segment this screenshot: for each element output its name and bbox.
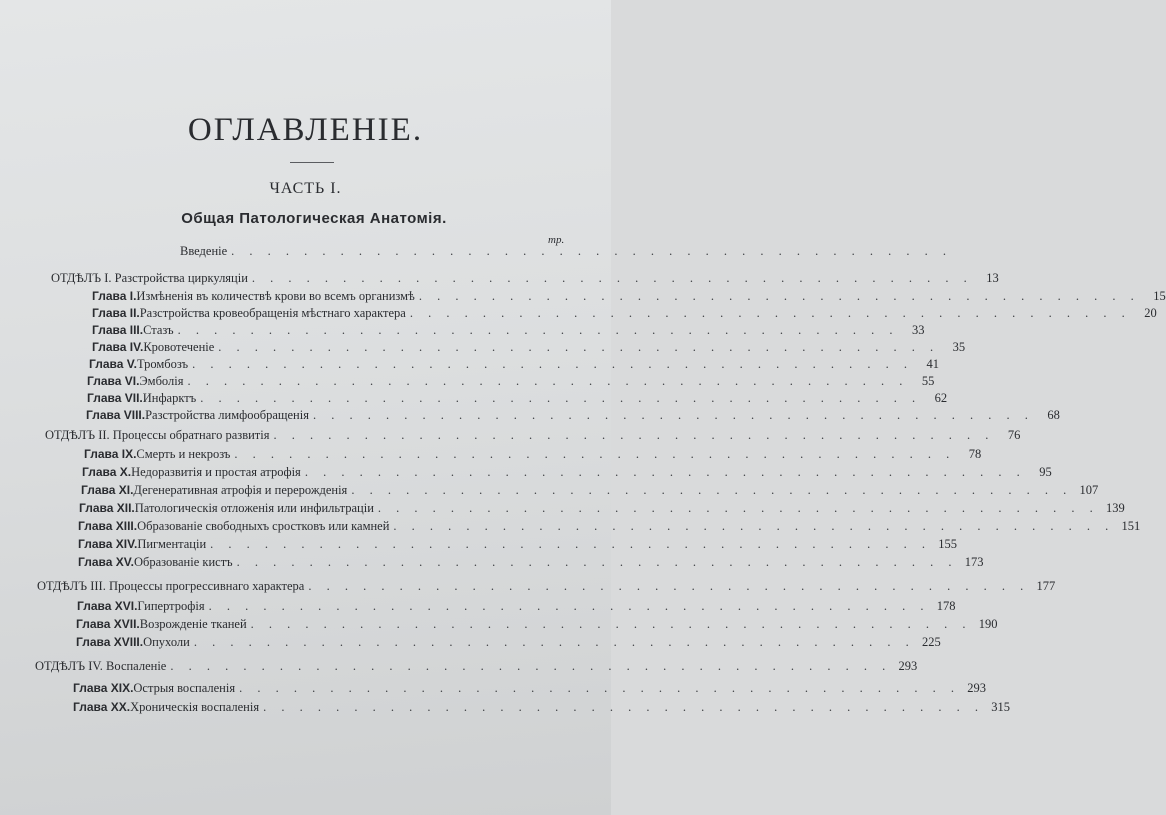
toc-chapter-label: Глава VIII. bbox=[86, 408, 146, 422]
toc-page-number: 13 bbox=[986, 271, 999, 285]
leader-dots: . . . . . . . . . . . . . . . . . . . . . . . . . . . . . . . . . . . . . . . . bbox=[231, 244, 953, 258]
toc-chapter-title: Разстройства кровеобращенія мѣстнаго характера bbox=[139, 306, 406, 320]
toc-chapter-row bbox=[82, 465, 1052, 481]
toc-page-number: 20 bbox=[1144, 306, 1157, 320]
toc-chapter-row bbox=[73, 681, 986, 697]
toc-chapter-title: Дегенеративная атрофія и перерожденія bbox=[133, 483, 348, 497]
toc-chapter-row bbox=[92, 323, 925, 339]
toc-chapter-label: Глава XV. bbox=[78, 555, 134, 569]
toc-chapter-row bbox=[86, 408, 1060, 424]
page-title: ОГЛАВЛЕНІЕ. bbox=[187, 112, 424, 148]
toc-chapter-title: Образованіе свободныхъ сростковъ или камней bbox=[137, 519, 390, 533]
toc-page-number: 155 bbox=[938, 537, 958, 551]
toc-chapter-row bbox=[79, 501, 1125, 517]
leader-dots: . . . . . . . . . . . . . . . . . . . . . . . . . . . . . . . . . . . . . . . . bbox=[177, 323, 899, 337]
toc-chapter-row bbox=[92, 306, 1157, 322]
leader-dots: . . . . . . . . . . . . . . . . . . . . . . . . . . . . . . . . . . . . . . . . bbox=[192, 357, 913, 371]
toc-section-row bbox=[35, 659, 918, 675]
leader-dots: . . . . . . . . . . . . . . . . . . . . . . . . . . . . . . . . . . . . . . . . bbox=[193, 635, 915, 649]
leader-dots: . . . . . . . . . . . . . . . . . . . . . . . . . . . . . . . . . . . . . . . . bbox=[239, 681, 960, 695]
toc-chapter-label: Глава XI. bbox=[81, 483, 134, 497]
toc-page-number: 293 bbox=[898, 659, 918, 673]
toc-chapter-row bbox=[78, 537, 958, 553]
toc-page-number: 33 bbox=[911, 323, 925, 337]
toc-chapter-title: Пигментаціи bbox=[137, 537, 207, 551]
leader-dots: . . . . . . . . . . . . . . . . . . . . . . . . . . . . . . . . . . . . . . . . bbox=[218, 340, 940, 354]
toc-page-number: 178 bbox=[936, 599, 956, 613]
toc-chapter-label: Глава XX. bbox=[73, 700, 131, 714]
toc-page-number: 15 bbox=[1153, 289, 1166, 303]
toc-chapter-row bbox=[84, 447, 982, 463]
part-heading: ЧАСТЬ I. bbox=[269, 180, 342, 197]
leader-dots: . . . . . . . . . . . . . . . . . . . . . . . . . . . . . . . . . . . . . . . . bbox=[273, 428, 995, 442]
toc-chapter-title: Патологическія отложенія или инфильтраціи bbox=[134, 501, 374, 515]
leader-dots: . . . . . . . . . . . . . . . . . . . . . . . . . . . . . . . . . . . . . . . . bbox=[304, 465, 1026, 479]
toc-chapter-title: Гипертрофія bbox=[137, 599, 205, 613]
toc-chapter-row bbox=[87, 391, 948, 407]
toc-chapter-label: Глава IX. bbox=[84, 447, 137, 461]
page-column-header: тр. bbox=[548, 234, 565, 246]
toc-page-number: 95 bbox=[1039, 465, 1052, 479]
toc-chapter-row bbox=[87, 374, 935, 390]
toc-section-row bbox=[51, 271, 999, 287]
toc-chapter-row bbox=[76, 617, 998, 633]
toc-intro-text: Введеніе bbox=[180, 244, 228, 258]
leader-dots: . . . . . . . . . . . . . . . . . . . . . . . . . . . . . . . . . . . . . . . . bbox=[263, 700, 984, 714]
toc-page-number: 315 bbox=[991, 700, 1010, 714]
toc-chapter-title: Образованіе кистъ bbox=[133, 555, 233, 569]
toc-chapter-label: Глава XII. bbox=[79, 501, 135, 515]
toc-page-number: 151 bbox=[1121, 519, 1141, 533]
leader-dots: . . . . . . . . . . . . . . . . . . . . . . . . . . . . . . . . . . . . . . . . bbox=[393, 519, 1115, 533]
toc-page-number: 76 bbox=[1007, 428, 1021, 442]
toc-page-number: 293 bbox=[967, 681, 986, 695]
toc-section-heading: ОТДѢЛЪ II. Процессы обратнаго развитія bbox=[45, 428, 270, 442]
leader-dots: . . . . . . . . . . . . . . . . . . . . . . . . . . . . . . . . . . . . . . . . bbox=[409, 306, 1131, 320]
toc-chapter-label: Глава III. bbox=[92, 323, 144, 337]
toc-chapter-title: Эмболія bbox=[139, 374, 184, 388]
toc-intro-row bbox=[180, 244, 953, 260]
leader-dots: . . . . . . . . . . . . . . . . . . . . . . . . . . . . . . . . . . . . . . . . bbox=[418, 289, 1140, 303]
toc-chapter-label: Глава XIII. bbox=[78, 519, 138, 533]
toc-chapter-row bbox=[77, 599, 956, 615]
leader-dots: . . . . . . . . . . . . . . . . . . . . . . . . . . . . . . . . . . . . . . . . bbox=[351, 483, 1073, 497]
toc-chapter-label: Глава XIX. bbox=[73, 681, 134, 695]
toc-chapter-row bbox=[89, 357, 939, 373]
leader-dots: . . . . . . . . . . . . . . . . . . . . . . . . . . . . . . . . . . . . . . . . bbox=[208, 599, 930, 613]
toc-chapter-title: Тромбозъ bbox=[136, 357, 189, 371]
toc-chapter-row bbox=[92, 289, 1166, 305]
toc-chapter-label: Глава V. bbox=[89, 357, 137, 371]
toc-chapter-label: Глава VII. bbox=[87, 391, 143, 405]
toc-chapter-label: Глава XVIII. bbox=[76, 635, 144, 649]
toc-chapter-title: Смерть и некрозъ bbox=[136, 447, 231, 461]
toc-page-number: 190 bbox=[978, 617, 998, 631]
leader-dots: . . . . . . . . . . . . . . . . . . . . . . . . . . . . . . . . . . . . . . . . bbox=[308, 579, 1030, 593]
toc-page-number: 62 bbox=[934, 391, 948, 405]
title-divider bbox=[290, 162, 334, 163]
toc-section-heading: ОТДѢЛЪ III. Процессы прогрессивнаго характера bbox=[37, 579, 305, 593]
toc-chapter-label: Глава VI. bbox=[87, 374, 140, 388]
toc-page-number: 35 bbox=[952, 340, 966, 354]
toc-chapter-row bbox=[78, 519, 1141, 535]
toc-page-number: 139 bbox=[1106, 501, 1125, 515]
toc-page-number: 41 bbox=[926, 357, 939, 371]
part-subtitle: Общая Патологическая Анатомія. bbox=[181, 210, 447, 227]
toc-chapter-title: Стазъ bbox=[143, 323, 174, 337]
toc-section-heading: ОТДѢЛЪ I. Разстройства циркуляціи bbox=[51, 271, 248, 285]
toc-page-number: 173 bbox=[964, 555, 984, 569]
toc-chapter-label: Глава II. bbox=[92, 306, 140, 320]
leader-dots: . . . . . . . . . . . . . . . . . . . . . . . . . . . . . . . . . . . . . . . . bbox=[187, 374, 909, 388]
toc-page-number: 68 bbox=[1047, 408, 1060, 422]
toc-chapter-label: Глава IV. bbox=[92, 340, 144, 354]
toc-chapter-row bbox=[81, 483, 1099, 499]
toc-chapter-title: Разстройства лимфообращенія bbox=[145, 408, 309, 422]
toc-chapter-label: Глава XVI. bbox=[77, 599, 138, 613]
toc-chapter-row bbox=[73, 700, 1010, 716]
leader-dots: . . . . . . . . . . . . . . . . . . . . . . . . . . . . . . . . . . . . . . . . bbox=[170, 659, 892, 673]
toc-chapter-label: Глава I. bbox=[92, 289, 137, 303]
toc-page-number: 78 bbox=[968, 447, 982, 461]
toc-chapter-title: Измѣненія въ количествѣ крови во всемъ организмѣ bbox=[136, 289, 415, 303]
leader-dots: . . . . . . . . . . . . . . . . . . . . . . . . . . . . . . . . . . . . . . . . bbox=[234, 447, 956, 461]
toc-chapter-title: Опухоли bbox=[143, 635, 190, 649]
toc-chapter-title: Кровотеченіе bbox=[143, 340, 215, 354]
toc-page-number: 177 bbox=[1036, 579, 1056, 593]
toc-page-number: 55 bbox=[921, 374, 935, 388]
toc-page-number: 225 bbox=[921, 635, 941, 649]
toc-chapter-title: Хроническія воспаленія bbox=[130, 700, 260, 714]
toc-chapter-title: Инфарктъ bbox=[142, 391, 197, 405]
toc-chapter-title: Острыя воспаленія bbox=[133, 681, 236, 695]
leader-dots: . . . . . . . . . . . . . . . . . . . . . . . . . . . . . . . . . . . . . . . . bbox=[251, 271, 973, 285]
toc-section-heading: ОТДѢЛЪ IV. Воспаленіе bbox=[35, 659, 167, 673]
leader-dots: . . . . . . . . . . . . . . . . . . . . . . . . . . . . . . . . . . . . . . . . bbox=[250, 617, 972, 631]
toc-chapter-row bbox=[92, 340, 966, 356]
toc-section-row bbox=[37, 579, 1056, 595]
toc-page-number: 107 bbox=[1079, 483, 1099, 497]
toc-chapter-row bbox=[78, 555, 984, 571]
toc-chapter-label: Глава X. bbox=[82, 465, 132, 479]
leader-dots: . . . . . . . . . . . . . . . . . . . . . . . . . . . . . . . . . . . . . . . . bbox=[200, 391, 922, 405]
toc-chapter-label: Глава XVII. bbox=[76, 617, 140, 631]
toc-chapter-row bbox=[76, 635, 941, 651]
leader-dots: . . . . . . . . . . . . . . . . . . . . . . . . . . . . . . . . . . . . . . . . bbox=[312, 408, 1034, 422]
toc-chapter-title: Недоразвитія и простая атрофія bbox=[131, 465, 301, 479]
toc-section-row bbox=[45, 428, 1021, 444]
leader-dots: . . . . . . . . . . . . . . . . . . . . . . . . . . . . . . . . . . . . . . . . bbox=[377, 501, 1099, 515]
toc-chapter-title: Возрожденіе тканей bbox=[139, 617, 247, 631]
leader-dots: . . . . . . . . . . . . . . . . . . . . . . . . . . . . . . . . . . . . . . . . bbox=[236, 555, 958, 569]
leader-dots: . . . . . . . . . . . . . . . . . . . . . . . . . . . . . . . . . . . . . . . . bbox=[210, 537, 932, 551]
toc-chapter-label: Глава XIV. bbox=[78, 537, 138, 551]
